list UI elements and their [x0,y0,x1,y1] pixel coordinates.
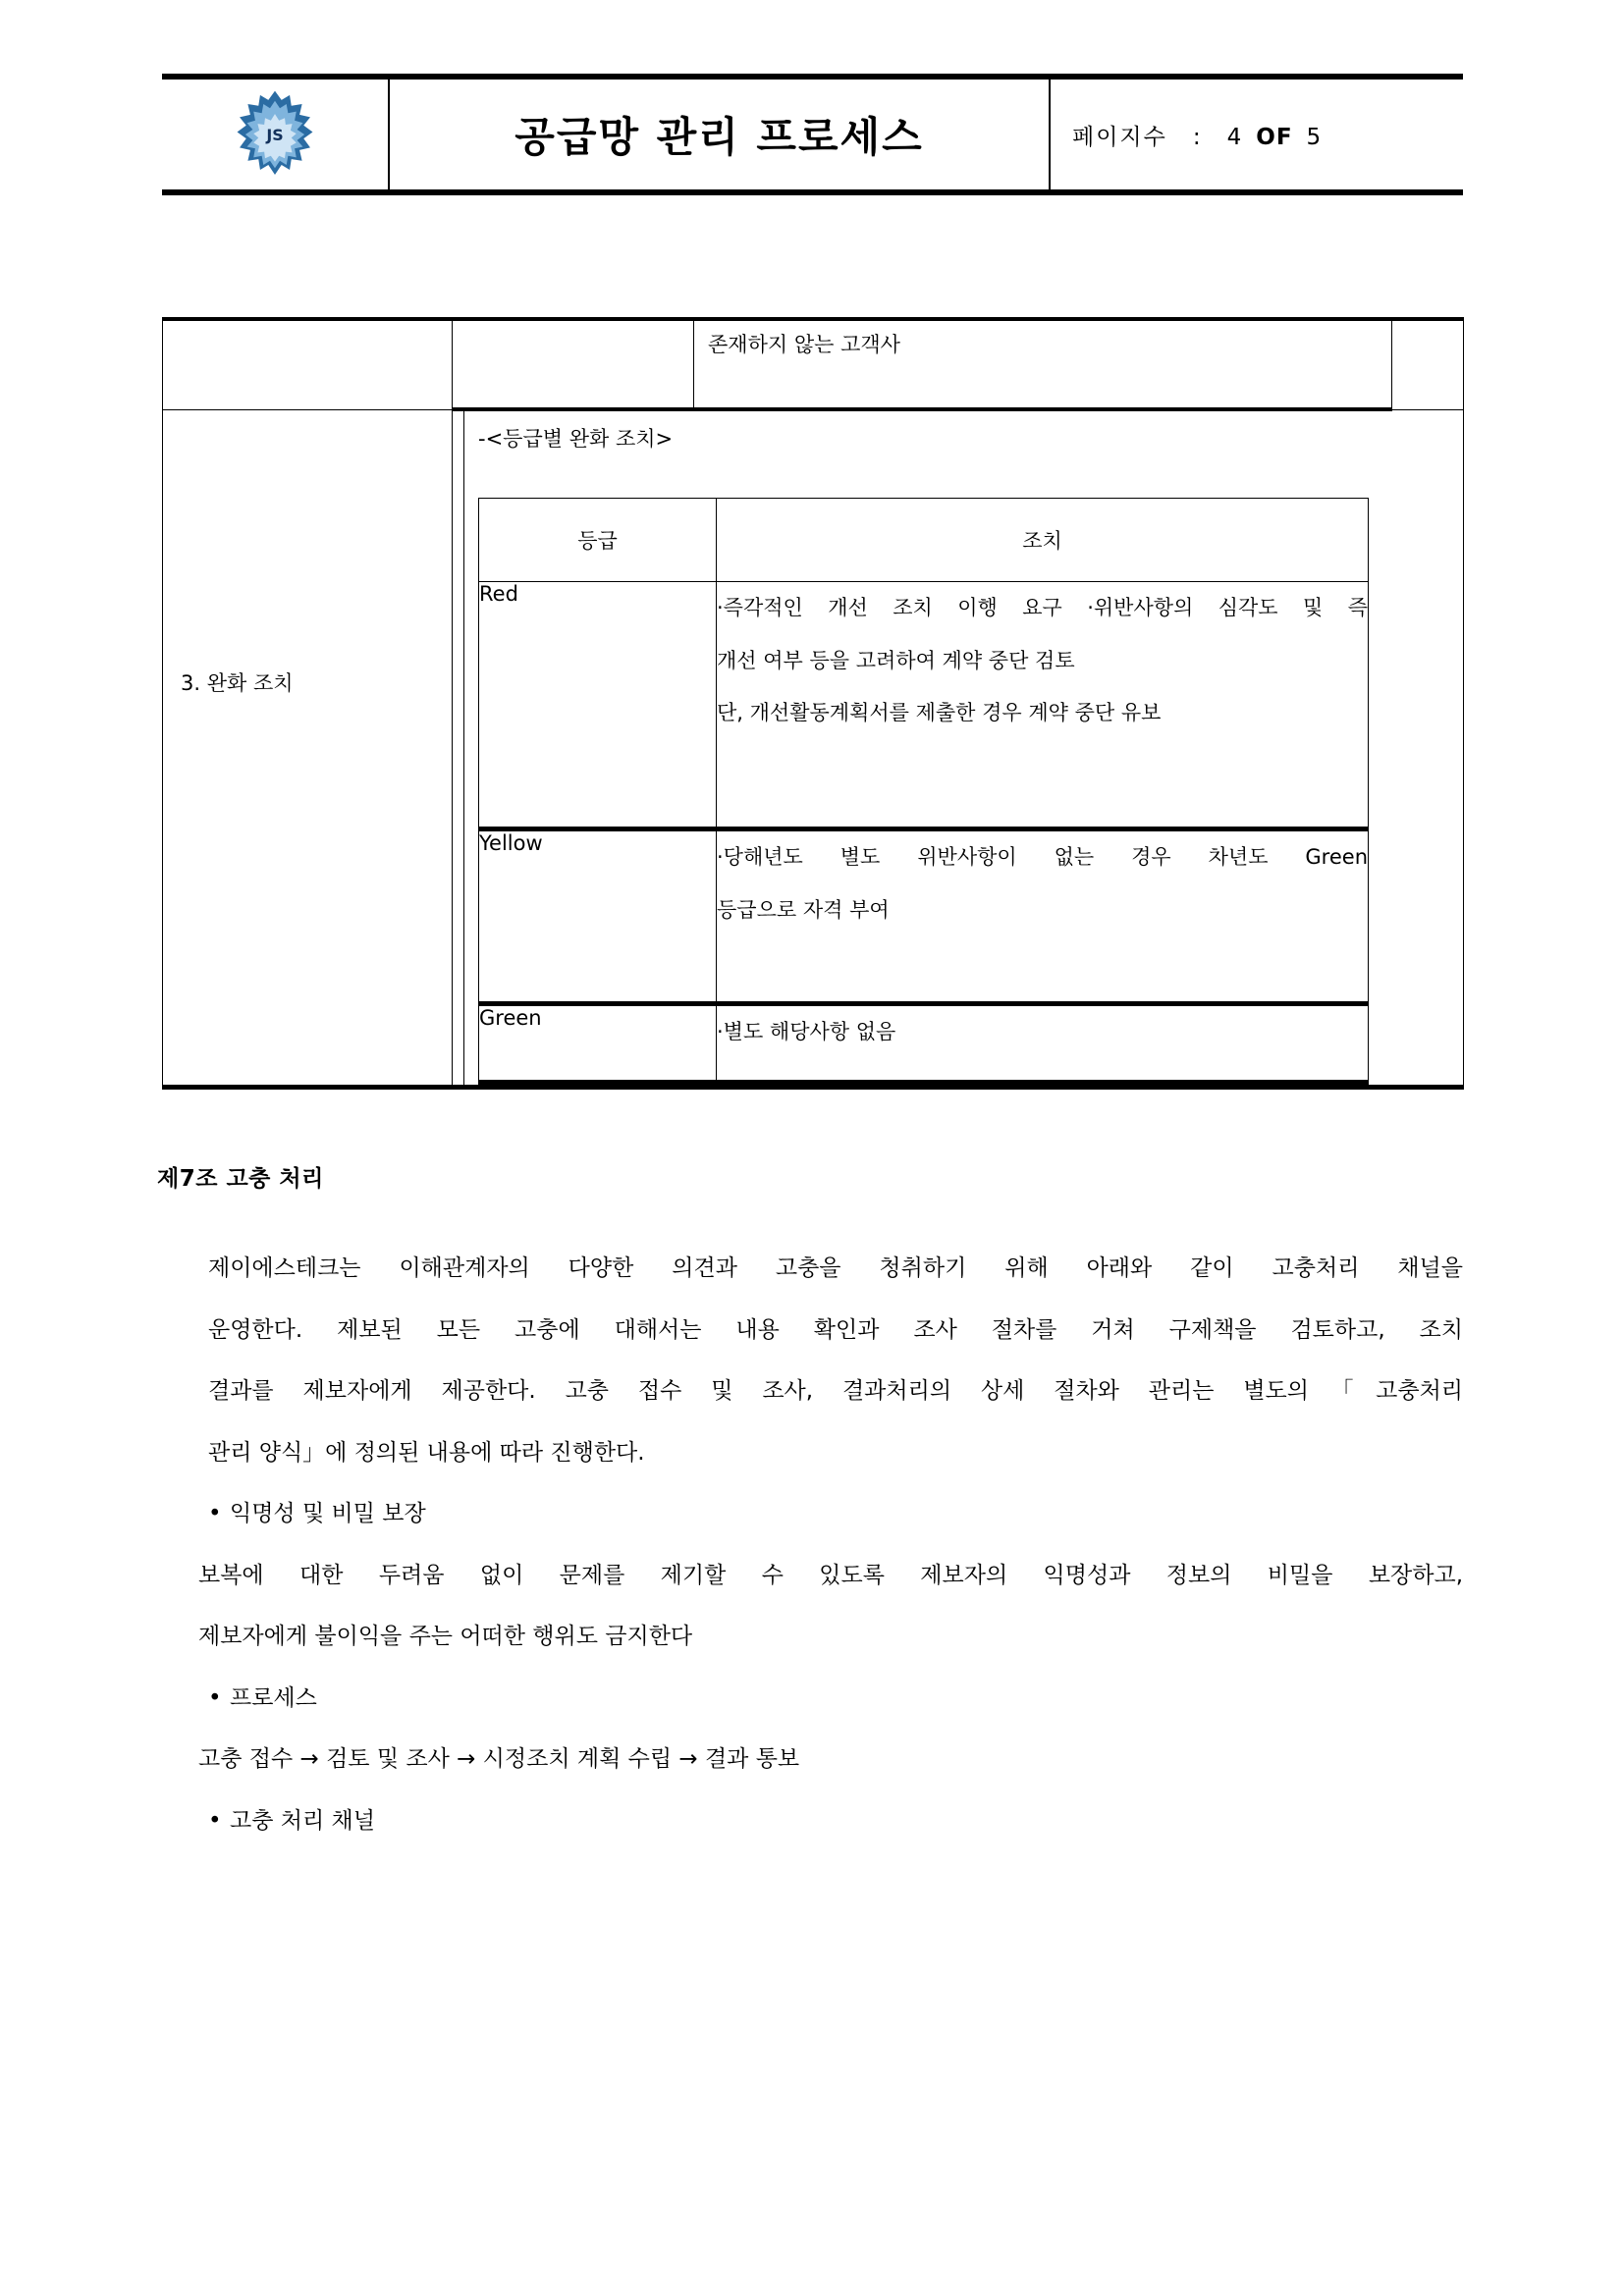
column-header-action: 조치 [717,499,1369,582]
article-section [157,1160,1463,1851]
bullet-icon: • [208,1807,222,1834]
body-line: 보복에 대한 두려움 없이 문제를 제기할 수 있도록 제보자의 익명성과 정보의 비밀을 보장하고, [198,1562,1463,1588]
process-flow-line: 고충 접수 → 검토 및 조사 → 시정조치 계획 수립 → 결과 통보 [198,1746,800,1773]
paragraph-line: 결과를 제보자에게 제공한다. 고충 접수 및 조사, 결과처리의 상세 절차와 관리는 별도의「고충처리 [208,1378,1463,1405]
table-row [479,1004,1369,1083]
mitigation-outer-table [162,317,1464,1090]
bullet-icon: • [208,1501,222,1527]
page-number-colon: : [1192,124,1202,150]
outer-gap-cell [453,409,464,1088]
document-header [162,74,1463,195]
company-logo-icon [233,89,317,180]
top-row-text: 존재하지 않는 고객사 [708,333,900,356]
bullet-body [157,1545,1463,1668]
header-page-cell [1051,80,1463,189]
action-value-yellow [717,829,1369,1004]
page-title: 공급망 관리 프로세스 [514,113,924,161]
table-header-row [479,499,1369,582]
paragraph-line: 제이에스테크는 이해관계자의 다양한 의견과 고충을 청취하기 위해 아래와 같이 고충처리 채널을 [208,1255,1463,1281]
table-row [479,829,1369,1004]
table-row [163,409,1464,1088]
outer-section-label-cell [163,409,453,1088]
action-line: 개선 여부 등을 고려하여 계약 중단 검토 [717,648,1075,672]
action-line: 단, 개선활동계획서를 제출한 경우 계약 중단 유보 [717,701,1162,725]
bullet-label: 프로세스 [230,1684,317,1711]
list-item [157,1668,1463,1730]
section-label: 3. 완화 조치 [181,670,294,695]
page-number-indicator [1072,119,1322,151]
column-header-grade: 등급 [479,499,717,582]
table-row [163,319,1464,409]
article-heading: 제7조 고충 처리 [157,1166,324,1192]
header-logo-cell [162,80,390,189]
bullet-label: 고충 처리 채널 [230,1807,375,1834]
action-line: ·별도 해당사항 없음 [717,1020,896,1043]
paragraph-line: 운영한다. 제보된 모든 고충에 대해서는 내용 확인과 조사 절차를 거쳐 구제책을 검토하고, 조치 [208,1316,1463,1343]
grade-value-green: Green [479,1004,717,1083]
action-value-green [717,1004,1369,1083]
svg-text:JS: JS [266,125,284,144]
action-line: ·즉각적인 개선 조치 이행 요구 ·위반사항의 심각도 및 즉 [717,596,1368,619]
action-line: 등급으로 자격 부여 [717,897,890,922]
table-row [479,582,1369,829]
outer-body-cell [464,409,1464,1088]
list-item [157,1790,1463,1852]
page-number-label: 페이지수 [1072,124,1167,150]
bullet-label: 익명성 및 비밀 보장 [230,1501,426,1527]
grade-value-yellow: Yellow [479,829,717,1004]
header-title-cell [390,80,1051,189]
action-value-red [717,582,1369,829]
page-number-of: OF [1256,124,1293,150]
outer-top-text-cell [453,319,1392,409]
page-number-current: 4 [1226,124,1243,150]
section-caption: -<등급별 완화 조치> [478,427,674,451]
page-number-total: 5 [1306,124,1323,150]
article-paragraph [157,1238,1463,1483]
action-line: ·당해년도 별도 위반사항이 없는 경우 차년도 Green [717,845,1368,869]
bullet-icon: • [208,1684,222,1711]
grade-action-table [478,498,1369,1085]
grade-value-red: Red [479,582,717,829]
paragraph-line: 관리 양식」에 정의된 내용에 따라 진행한다. [208,1439,645,1466]
outer-label-cell-empty [163,319,453,409]
outer-top-tail-cell [1392,319,1464,409]
body-line: 제보자에게 불이익을 주는 어떠한 행위도 금지한다 [198,1624,693,1650]
list-item [157,1483,1463,1545]
